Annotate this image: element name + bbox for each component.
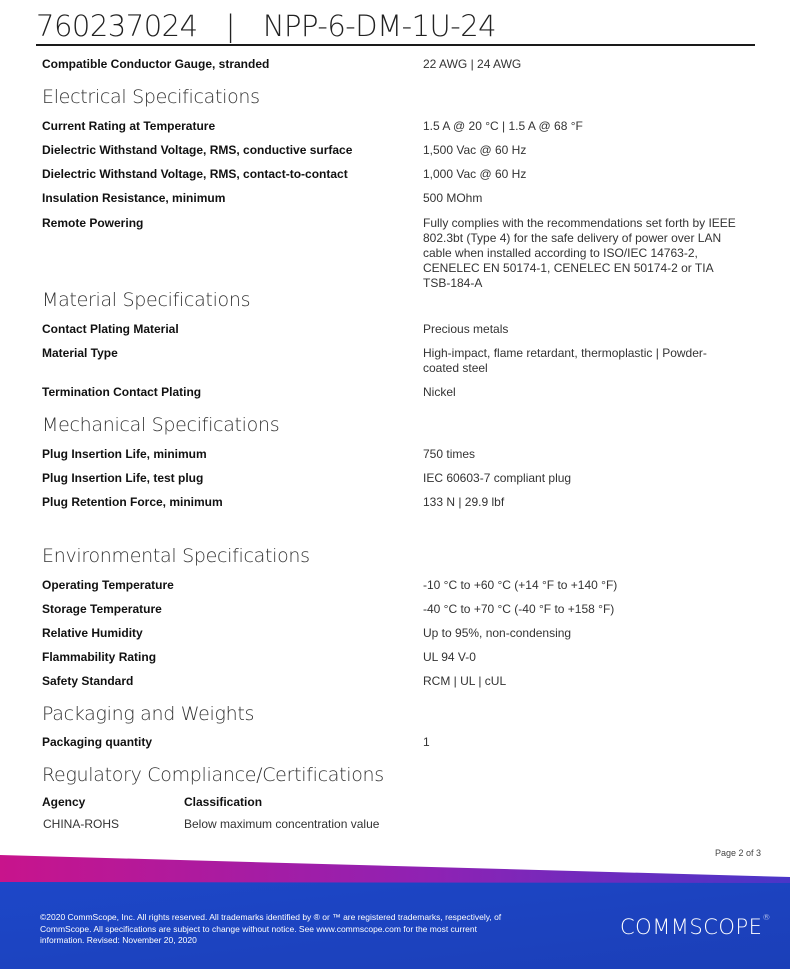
spec-label: Dielectric Withstand Voltage, RMS, contact-to-contact — [42, 167, 348, 181]
spec-label: Material Type — [42, 346, 118, 360]
spec-value: 1 — [423, 735, 430, 749]
spec-value: -40 °C to +70 °C (-40 °F to +158 °F) — [423, 602, 615, 616]
spec-value: 1.5 A @ 20 °C | 1.5 A @ 68 °F — [423, 119, 583, 133]
spec-value: Precious metals — [423, 322, 509, 336]
spec-label: Storage Temperature — [42, 602, 162, 616]
title-separator: | — [225, 9, 235, 43]
page-number: Page 2 of 3 — [714, 848, 761, 858]
model-number: NPP-6-DM-1U-24 — [262, 9, 497, 43]
spec-value: RCM | UL | cUL — [423, 674, 507, 688]
spec-value: Nickel — [423, 385, 456, 399]
spec-label: Plug Retention Force, minimum — [42, 495, 223, 509]
classification-cell: Below maximum concentration value — [184, 817, 380, 831]
spec-label: Safety Standard — [42, 674, 134, 688]
section-title-packaging: Packaging and Weights — [42, 703, 255, 725]
spec-label: Dielectric Withstand Voltage, RMS, conductive surface — [42, 143, 353, 157]
spec-value: High-impact, flame retardant, thermoplastic | Powder-coated steel — [423, 346, 707, 375]
spec-value: IEC 60603-7 compliant plug — [423, 471, 572, 485]
section-title-material: Material Specifications — [42, 289, 251, 311]
agency-header: Agency — [42, 795, 86, 809]
spec-label: Remote Powering — [42, 216, 144, 230]
spec-value: 1,500 Vac @ 60 Hz — [423, 143, 527, 157]
spec-value: 750 times — [423, 447, 476, 461]
footer-copyright: ©2020 CommScope, Inc. All rights reserved. All trademarks identified by ® or ™ are registered trademarks, respectively, of CommScope. All specifications are subject to change without notice. See www.commscope.com for the most current information. Revised: November 20, 2020 — [40, 912, 502, 945]
spec-label: Packaging quantity — [42, 735, 153, 749]
spec-label: Contact Plating Material — [42, 322, 179, 336]
spec-label: Termination Contact Plating — [42, 385, 202, 399]
spec-value: Fully complies with the recommendations set forth by IEEE 802.3bt (Type 4) for the safe delivery of power over LAN cable when installed according to ISO/IEC 14763-2, CENELEC EN 50174-1, CENELEC EN 50174-2 or TIA TSB-184-A — [423, 216, 736, 290]
agency-cell: CHINA-ROHS — [43, 817, 120, 831]
page-header — [36, 8, 755, 46]
spec-value: -10 °C to +60 °C (+14 °F to +140 °F) — [423, 578, 618, 592]
spec-value: Up to 95%, non-condensing — [423, 626, 572, 640]
spec-label: Compatible Conductor Gauge, stranded — [42, 57, 270, 71]
commscope-logo — [620, 915, 771, 939]
section-title-mechanical: Mechanical Specifications — [42, 414, 280, 436]
document-title — [36, 8, 755, 44]
spec-value: 500 MOhm — [423, 191, 483, 205]
spec-label: Plug Insertion Life, test plug — [42, 471, 204, 485]
spec-value: 133 N | 29.9 lbf — [423, 495, 505, 509]
logo-text: COMMSCOPE — [620, 915, 763, 939]
logo-registered-mark: ® — [762, 913, 771, 922]
section-title-environmental: Environmental Specifications — [42, 545, 310, 567]
spec-label: Insulation Resistance, minimum — [42, 191, 226, 205]
spec-value: 1,000 Vac @ 60 Hz — [423, 167, 527, 181]
section-title-regulatory: Regulatory Compliance/Certifications — [42, 764, 384, 786]
section-title-electrical: Electrical Specifications — [42, 86, 260, 108]
spec-value: 22 AWG | 24 AWG — [423, 57, 522, 71]
spec-label: Relative Humidity — [42, 626, 143, 640]
spec-label: Operating Temperature — [42, 578, 174, 592]
classification-header: Classification — [184, 795, 263, 809]
spec-label: Plug Insertion Life, minimum — [42, 447, 207, 461]
part-number: 760237024 — [36, 9, 198, 43]
spec-label: Current Rating at Temperature — [42, 119, 216, 133]
spec-value: UL 94 V-0 — [423, 650, 476, 664]
spec-label: Flammability Rating — [42, 650, 157, 664]
